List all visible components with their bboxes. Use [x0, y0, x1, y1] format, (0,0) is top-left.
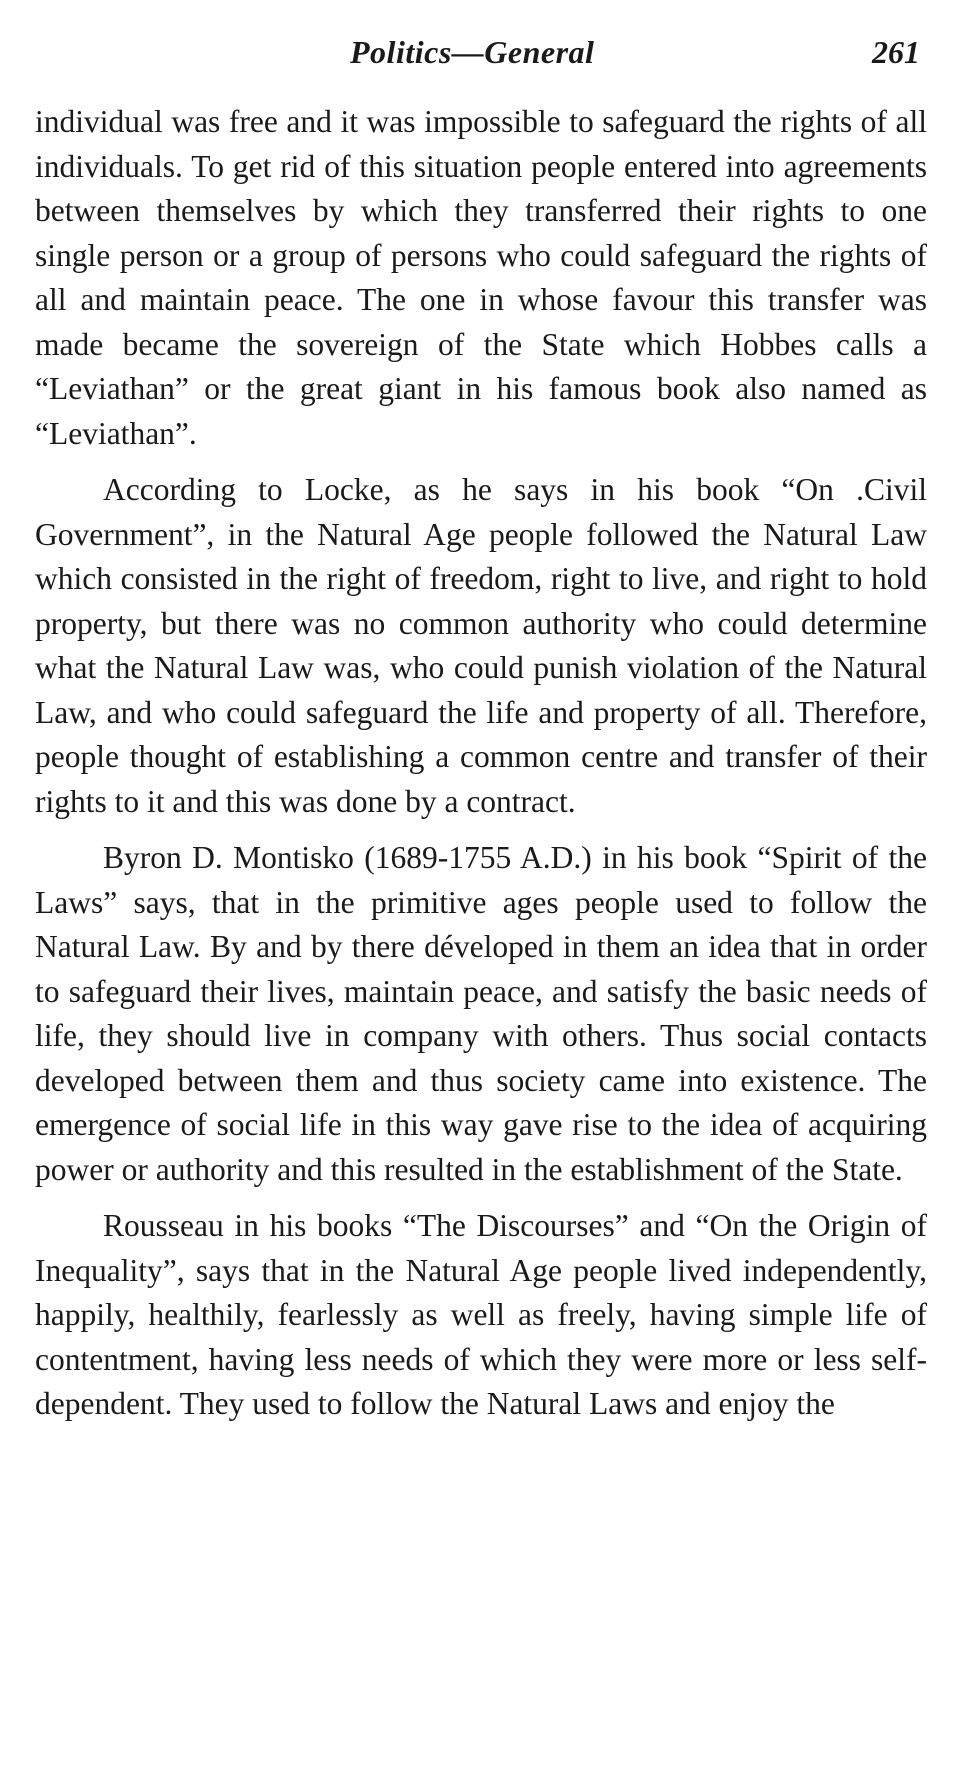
body-text: [35, 100, 927, 1427]
paragraph-locke: According to Locke, as he says in his book “On .Civil Government”, in the Natural Age people followed the Natural Law which consisted in the right of freedom, right to live, and right to hold property, but there was no common authority who could determine what the Natural Law was, who could punish violation of the Natural Law, and who could safeguard the life and property of all. Therefore, people thought of establishing a common centre and transfer of their rights to it and this was done by a contract.: [35, 472, 927, 819]
page-header: [0, 34, 960, 84]
page-number: 261: [872, 34, 920, 70]
paragraph-rousseau: Rousseau in his books “The Discourses” and “On the Origin of Inequality”, says that in the Natural Age people lived independently, happily, healthily, fearlessly as well as freely, having simple life of contentment, having less needs of which they were more or less self-dependent. They used to follow the Natural Laws and enjoy the: [35, 1208, 927, 1421]
running-title: Politics—General: [350, 34, 595, 70]
paragraph-hobbes-continuation: individual was free and it was impossible to safeguard the rights of all individuals. To get rid of this situation people entered into agreements between themselves by which they transferred their rights to one single person or a group of persons who could safeguard the rights of all and maintain peace. The one in whose favour this transfer was made became the sovereign of the State which Hobbes calls a “Leviathan” or the great giant in his famous book also named as “Leviathan”.: [35, 104, 927, 451]
paragraph-montisko: Byron D. Montisko (1689-1755 A.D.) in his book “Spirit of the Laws” says, that in the primitive ages people used to follow the Natural Law. By and by there déveloped in them an idea that in order to safeguard their lives, maintain peace, and satisfy the basic needs of life, they should live in company with others. Thus social contacts developed between them and thus society came into existence. The emergence of social life in this way gave rise to the idea of acquiring power or authority and this resulted in the establishment of the State.: [35, 840, 927, 1187]
